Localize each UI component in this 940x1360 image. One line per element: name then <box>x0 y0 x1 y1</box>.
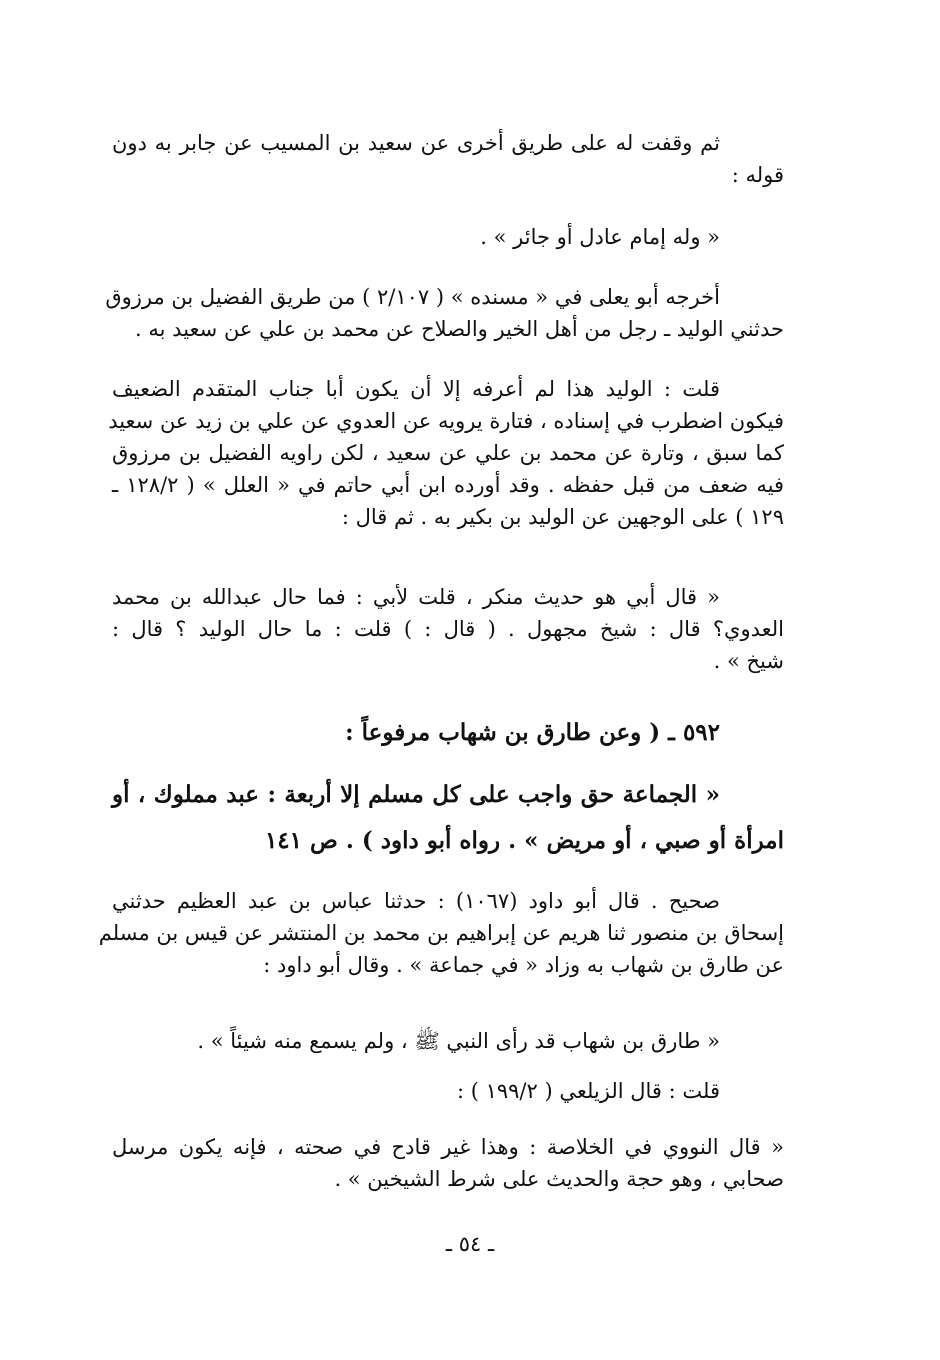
text-line: إسحاق بن منصور ثنا هريم عن إبراهيم بن محمد بن المنتشر عن قيس بن مسلم <box>98 921 784 945</box>
text-line: عن طارق بن شهاب به وزاد « في جماعة » . وقال أبو داود : <box>263 953 784 977</box>
text-line: قلت : قال الزيلعي ( ١٩٩/٢ ) : <box>456 1079 720 1103</box>
text-line: فيكون اضطرب في إسناده ، فتارة يرويه عن العدوي عن علي بن زيد عن سعيد <box>108 409 784 433</box>
text-line: قلت : الوليد هذا لم أعرفه إلا أن يكون أبا جناب المتقدم الضعيف <box>112 377 720 401</box>
text-line: أخرجه أبو يعلى في « مسنده » ( ٢/١٠٧ ) من طريق الفضيل بن مرزوق <box>105 285 720 309</box>
text-line: « الجماعة حق واجب على كل مسلم إلا أربعة : عبد مملوك ، أو <box>112 781 720 808</box>
text-line: كما سبق ، وتارة عن محمد بن علي عن سعيد ، لكن راويه الفضيل بن مرزوق <box>112 441 784 465</box>
text-line: امرأة أو صبي ، أو مريض » . رواه أبو داود ) . ص ١٤١ <box>264 827 784 854</box>
text-line: « قال أبي هو حديث منكر ، قلت لأبي : فما حال عبدالله بن محمد <box>112 585 720 609</box>
text-line: قوله : <box>731 163 784 187</box>
text-line: شيخ » . <box>713 649 784 673</box>
text-line: فيه ضعف من قبل حفظه . وقد أورده ابن أبي حاتم في « العلل » ( ١٢٨/٢ ـ <box>112 473 784 497</box>
text-line: صحابي ، وهو حجة والحديث على شرط الشيخين » . <box>334 1167 784 1191</box>
text-line: ثم وقفت له على طريق أخرى عن سعيد بن المسيب عن جابر به دون <box>112 131 720 155</box>
text-line: ١٢٩ ) على الوجهين عن الوليد بن بكير به . ثم قال : <box>341 505 784 529</box>
text-line: صحيح . قال أبو داود (١٠٦٧) : حدثنا عباس بن عبد العظيم حدثني <box>112 889 720 913</box>
text-line: « قال النووي في الخلاصة : وهذا غير قادح في صحته ، فإنه يكون مرسل <box>112 1135 784 1159</box>
text-line: « وله إمام عادل أو جائر » . <box>480 225 720 249</box>
hadith-heading: ٥٩٢ ـ ( وعن طارق بن شهاب مرفوعاً : <box>345 719 720 746</box>
text-line: العدوي؟ قال : شيخ مجهول . ( قال : ) قلت : ما حال الوليد ؟ قال : <box>112 617 784 641</box>
text-line: حدثني الوليد ـ رجل من أهل الخير والصلاح عن محمد بن علي عن سعيد به . <box>135 317 784 341</box>
text-line: « طارق بن شهاب قد رأى النبي ﷺ ، ولم يسمع منه شيئاً » . <box>197 1029 720 1053</box>
page-number: ـ ٥٤ ـ <box>445 1232 495 1256</box>
